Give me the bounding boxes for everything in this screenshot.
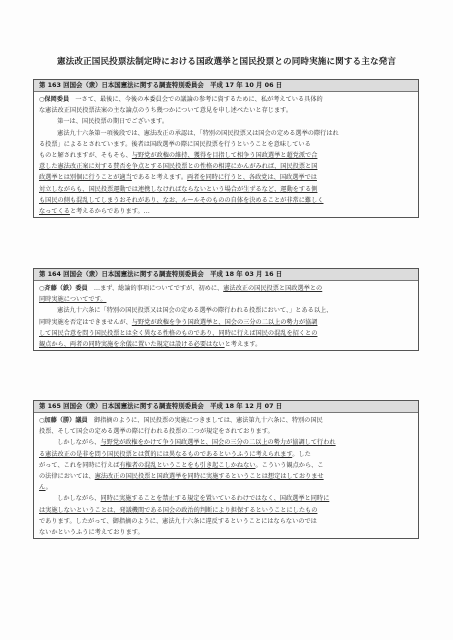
text-line xyxy=(39,527,413,538)
speaker-name: ○加藤（勝）議員 xyxy=(39,417,88,424)
underlined-text: は実施しないということは、発議機関である国会の政治的判断により担保するということにしたもの xyxy=(39,506,318,514)
underlined-text: 同時に実施することを禁止する規定を置いているわけではなく、国政選挙と同時に xyxy=(100,495,330,503)
section-heading: 第 164 回国会（衆）日本国憲法に関する調査特別委員会 平成 18 年 03 月 16 日 xyxy=(34,269,418,281)
section-body xyxy=(34,413,418,538)
underlined-text: 両者を同時に行うと、各政党は、国政選挙では xyxy=(187,174,317,182)
text-line xyxy=(39,206,413,217)
text-segment: 一さて、最後に、今後の本委員会での議論の参考に資するために、私が考えている具体的 xyxy=(69,96,323,103)
statement-section-2 xyxy=(33,268,419,351)
text-line xyxy=(39,460,413,471)
text-segment: と考えます。 xyxy=(224,340,262,348)
text-segment: であると考えます。 xyxy=(131,174,188,182)
text-line xyxy=(39,283,413,294)
text-segment: しかしながら、 xyxy=(51,495,101,503)
underlined-text: る憲法改正の是非を問う国民投票とは質的には異なるものであるというふうに考えられます xyxy=(39,450,293,458)
underlined-text: なってくる xyxy=(39,207,70,215)
text-segment: と考えるからであります。… xyxy=(69,207,150,215)
underlined-text: 意した憲法改正案に対する賛否を争点とする国民投票との性格の相違にかんがみれば、国民投票と国 xyxy=(39,163,318,171)
text-segment: しかしながら、 xyxy=(51,439,101,447)
text-line xyxy=(39,437,413,448)
underlined-text: 同時実施についてです。 xyxy=(39,296,107,304)
underlined-text: 対立しながらも、国民投票運動では連携しなければならないという場合が生ずるなど、運動をする側 xyxy=(39,185,318,193)
underlined-text: 憲法改正の国民投票と国政選挙を同時に実施するということは想定はしておりませ xyxy=(94,472,324,480)
statement-section-1 xyxy=(33,79,419,218)
underlined-text: 有権者の混乱ということをも引き起こしかねない xyxy=(119,461,256,469)
text-segment: な憲法改正国民投票法案の主な論点のうち幾つかについて意見を申し述べたいと存じます。 xyxy=(39,107,293,115)
text-line xyxy=(39,116,413,127)
text-segment: 第一は、国民投票の期日でございます。 xyxy=(51,118,169,126)
section-body xyxy=(34,92,418,217)
text-line xyxy=(39,493,413,504)
text-segment: であります。したがって、御指摘のように、憲法九十六条に違反するということにはならないのでは xyxy=(39,517,317,525)
text-segment: 同時実施を否定はできませんが、 xyxy=(39,318,132,326)
section-heading: 第 163 回国会（衆）日本国憲法に関する調査特別委員会 平成 17 年 10 月 06 日 xyxy=(34,80,418,92)
text-segment: 御指摘のように、国民投票の実施につきましては、憲法第九十六条に、特別の国民 xyxy=(87,417,323,424)
speaker-name: ○保岡委員 xyxy=(39,96,70,103)
text-segment: 。こういう観点から、こ xyxy=(255,461,324,469)
text-line xyxy=(39,339,413,350)
text-line xyxy=(39,317,413,328)
text-segment: 。 xyxy=(45,484,52,492)
underlined-text: も国民の側も混乱してしまうおそれがあり、なお、ルールそのものの自体を決めることが非常に難しく xyxy=(39,196,324,204)
text-segment: …まず、総論的事項についてですが、初めに、 xyxy=(87,285,224,292)
underlined-text: 政選挙とは別個に行うことが適当 xyxy=(39,174,132,182)
text-line xyxy=(39,94,413,105)
text-line xyxy=(39,471,413,482)
text-segment: ものと解されますが、そもそも、 xyxy=(39,151,132,159)
text-line xyxy=(39,195,413,206)
text-line xyxy=(39,328,413,339)
text-segment: の法律においては、 xyxy=(39,472,95,480)
text-line xyxy=(39,128,413,139)
statement-section-3 xyxy=(33,400,419,539)
text-line xyxy=(39,415,413,426)
underlined-text: 与野党が政権を争う国政選挙と、国会の三分の二以上の勢力が協調 xyxy=(131,318,318,326)
section-body xyxy=(34,281,418,350)
text-line xyxy=(39,172,413,183)
text-segment: ないかというふうに考えております。 xyxy=(39,528,144,536)
text-line xyxy=(39,482,413,493)
section-heading: 第 165 回国会（衆）日本国憲法に関する調査特別委員会 平成 18 年 12 月 07 日 xyxy=(34,401,418,413)
text-segment: 投票、そして国会の定める選挙の際に行われる投票の二つが規定をされております。 xyxy=(39,428,274,436)
text-line xyxy=(39,150,413,161)
underlined-text: ん xyxy=(39,484,46,492)
text-line xyxy=(39,161,413,172)
text-segment: る投票」によるとされています。後者は国政選挙の際に国民投票を行うということを意味している xyxy=(39,140,311,148)
text-line xyxy=(39,516,413,527)
text-segment: 憲法九十六条第一項後段では、憲法改正の承認は、「特別の国民投票又は国会の定める選挙の際行はれ xyxy=(51,129,339,137)
text-line xyxy=(39,426,413,437)
text-line xyxy=(39,305,413,316)
text-segment: 。した xyxy=(292,450,311,458)
text-line xyxy=(39,105,413,116)
text-segment: がって、これを同時に行えば xyxy=(39,461,120,469)
underlined-text: して国民合意を問う国民投票とは全く異なる性格のものであり、同時に行えば国民の混乱を招くとの xyxy=(39,329,318,337)
underlined-text: 与野党が政権の維持、獲得を目指して相争う国政選挙と超党派で合 xyxy=(131,151,318,159)
text-line xyxy=(39,505,413,516)
underlined-text: 観点から、両者の同時実施を余儀に置いた規定は設ける必要はない xyxy=(39,340,225,348)
underlined-text: 与野党が政権をかけて争う国政選挙と、国会の三分の二以上の勢力が協調して行われ xyxy=(100,439,336,447)
speaker-name: ○斉藤（鉄）委員 xyxy=(39,285,88,292)
text-segment: 憲法九十六条に「特別の国民投票又は国会の定める選挙の際行われる投票において、」とある以上、 xyxy=(51,307,333,315)
text-line xyxy=(39,449,413,460)
text-line xyxy=(39,139,413,150)
document-title: 憲法改正国民投票法制定時における国政選挙と国民投票との同時実施に関する主な発言 xyxy=(56,57,397,67)
underlined-text: 憲法改正の国民投票と国政選挙との xyxy=(223,285,323,292)
text-line xyxy=(39,294,413,305)
text-line xyxy=(39,184,413,195)
